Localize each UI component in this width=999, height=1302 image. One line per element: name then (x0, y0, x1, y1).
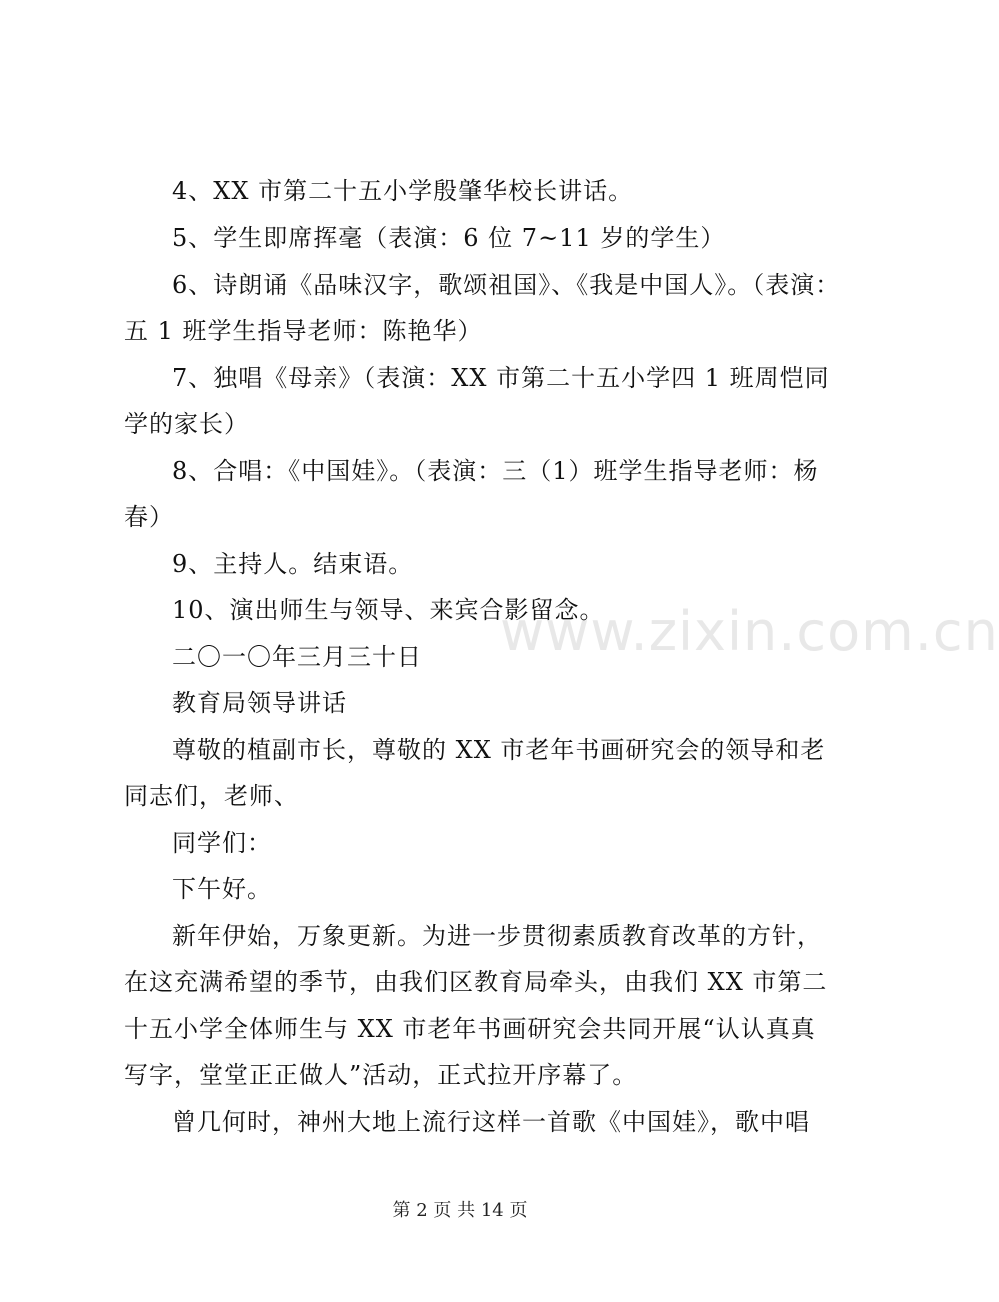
text-line: 7、独唱《母亲》（表演：XX 市第二十五小学四 1 班周恺同 (172, 364, 830, 392)
text-line: 同学们： (172, 829, 272, 857)
text-line: 6、诗朗诵《品味汉字，歌颂祖国》、《我是中国人》。（表演： (172, 271, 841, 299)
text-line: 同志们，老师、 (124, 782, 299, 810)
text-line: 新年伊始，万象更新。为进一步贯彻素质教育改革的方针， (172, 922, 822, 950)
watermark: www.zixin.com.cn (500, 600, 999, 663)
text-line: 尊敬的植副市长，尊敬的 XX 市老年书画研究会的领导和老 (172, 736, 826, 764)
text-line: 在这充满希望的季节，由我们区教育局牵头，由我们 XX 市第二 (124, 968, 828, 996)
text-line: 8、合唱：《中国娃》。（表演：三（1）班学生指导老师：杨 (172, 457, 819, 485)
text-line: 下午好。 (172, 875, 272, 903)
text-line: 写字，堂堂正正做人”活动，正式拉开序幕了。 (124, 1061, 638, 1089)
date-line: 二〇一〇年三月三十日 (172, 643, 422, 671)
text-line: 学的家长） (124, 410, 249, 438)
text-line: 9、主持人。结束语。 (172, 550, 414, 578)
text-line: 十五小学全体师生与 XX 市老年书画研究会共同开展“认认真真 (124, 1015, 816, 1043)
text-line: 10、演出师生与领导、来宾合影留念。 (172, 596, 605, 624)
text-line: 五 1 班学生指导老师：陈艳华） (124, 317, 483, 345)
page-footer: 第 2 页 共 14 页 (392, 1200, 528, 1221)
text-line: 曾几何时，神州大地上流行这样一首歌《中国娃》，歌中唱 (172, 1108, 810, 1136)
text-line: 春） (124, 503, 174, 531)
text-line: 4、XX 市第二十五小学殷肇华校长讲话。 (172, 177, 634, 205)
section-heading: 教育局领导讲话 (172, 689, 347, 717)
text-line: 5、学生即席挥毫（表演：6 位 7~11 岁的学生） (172, 224, 726, 252)
